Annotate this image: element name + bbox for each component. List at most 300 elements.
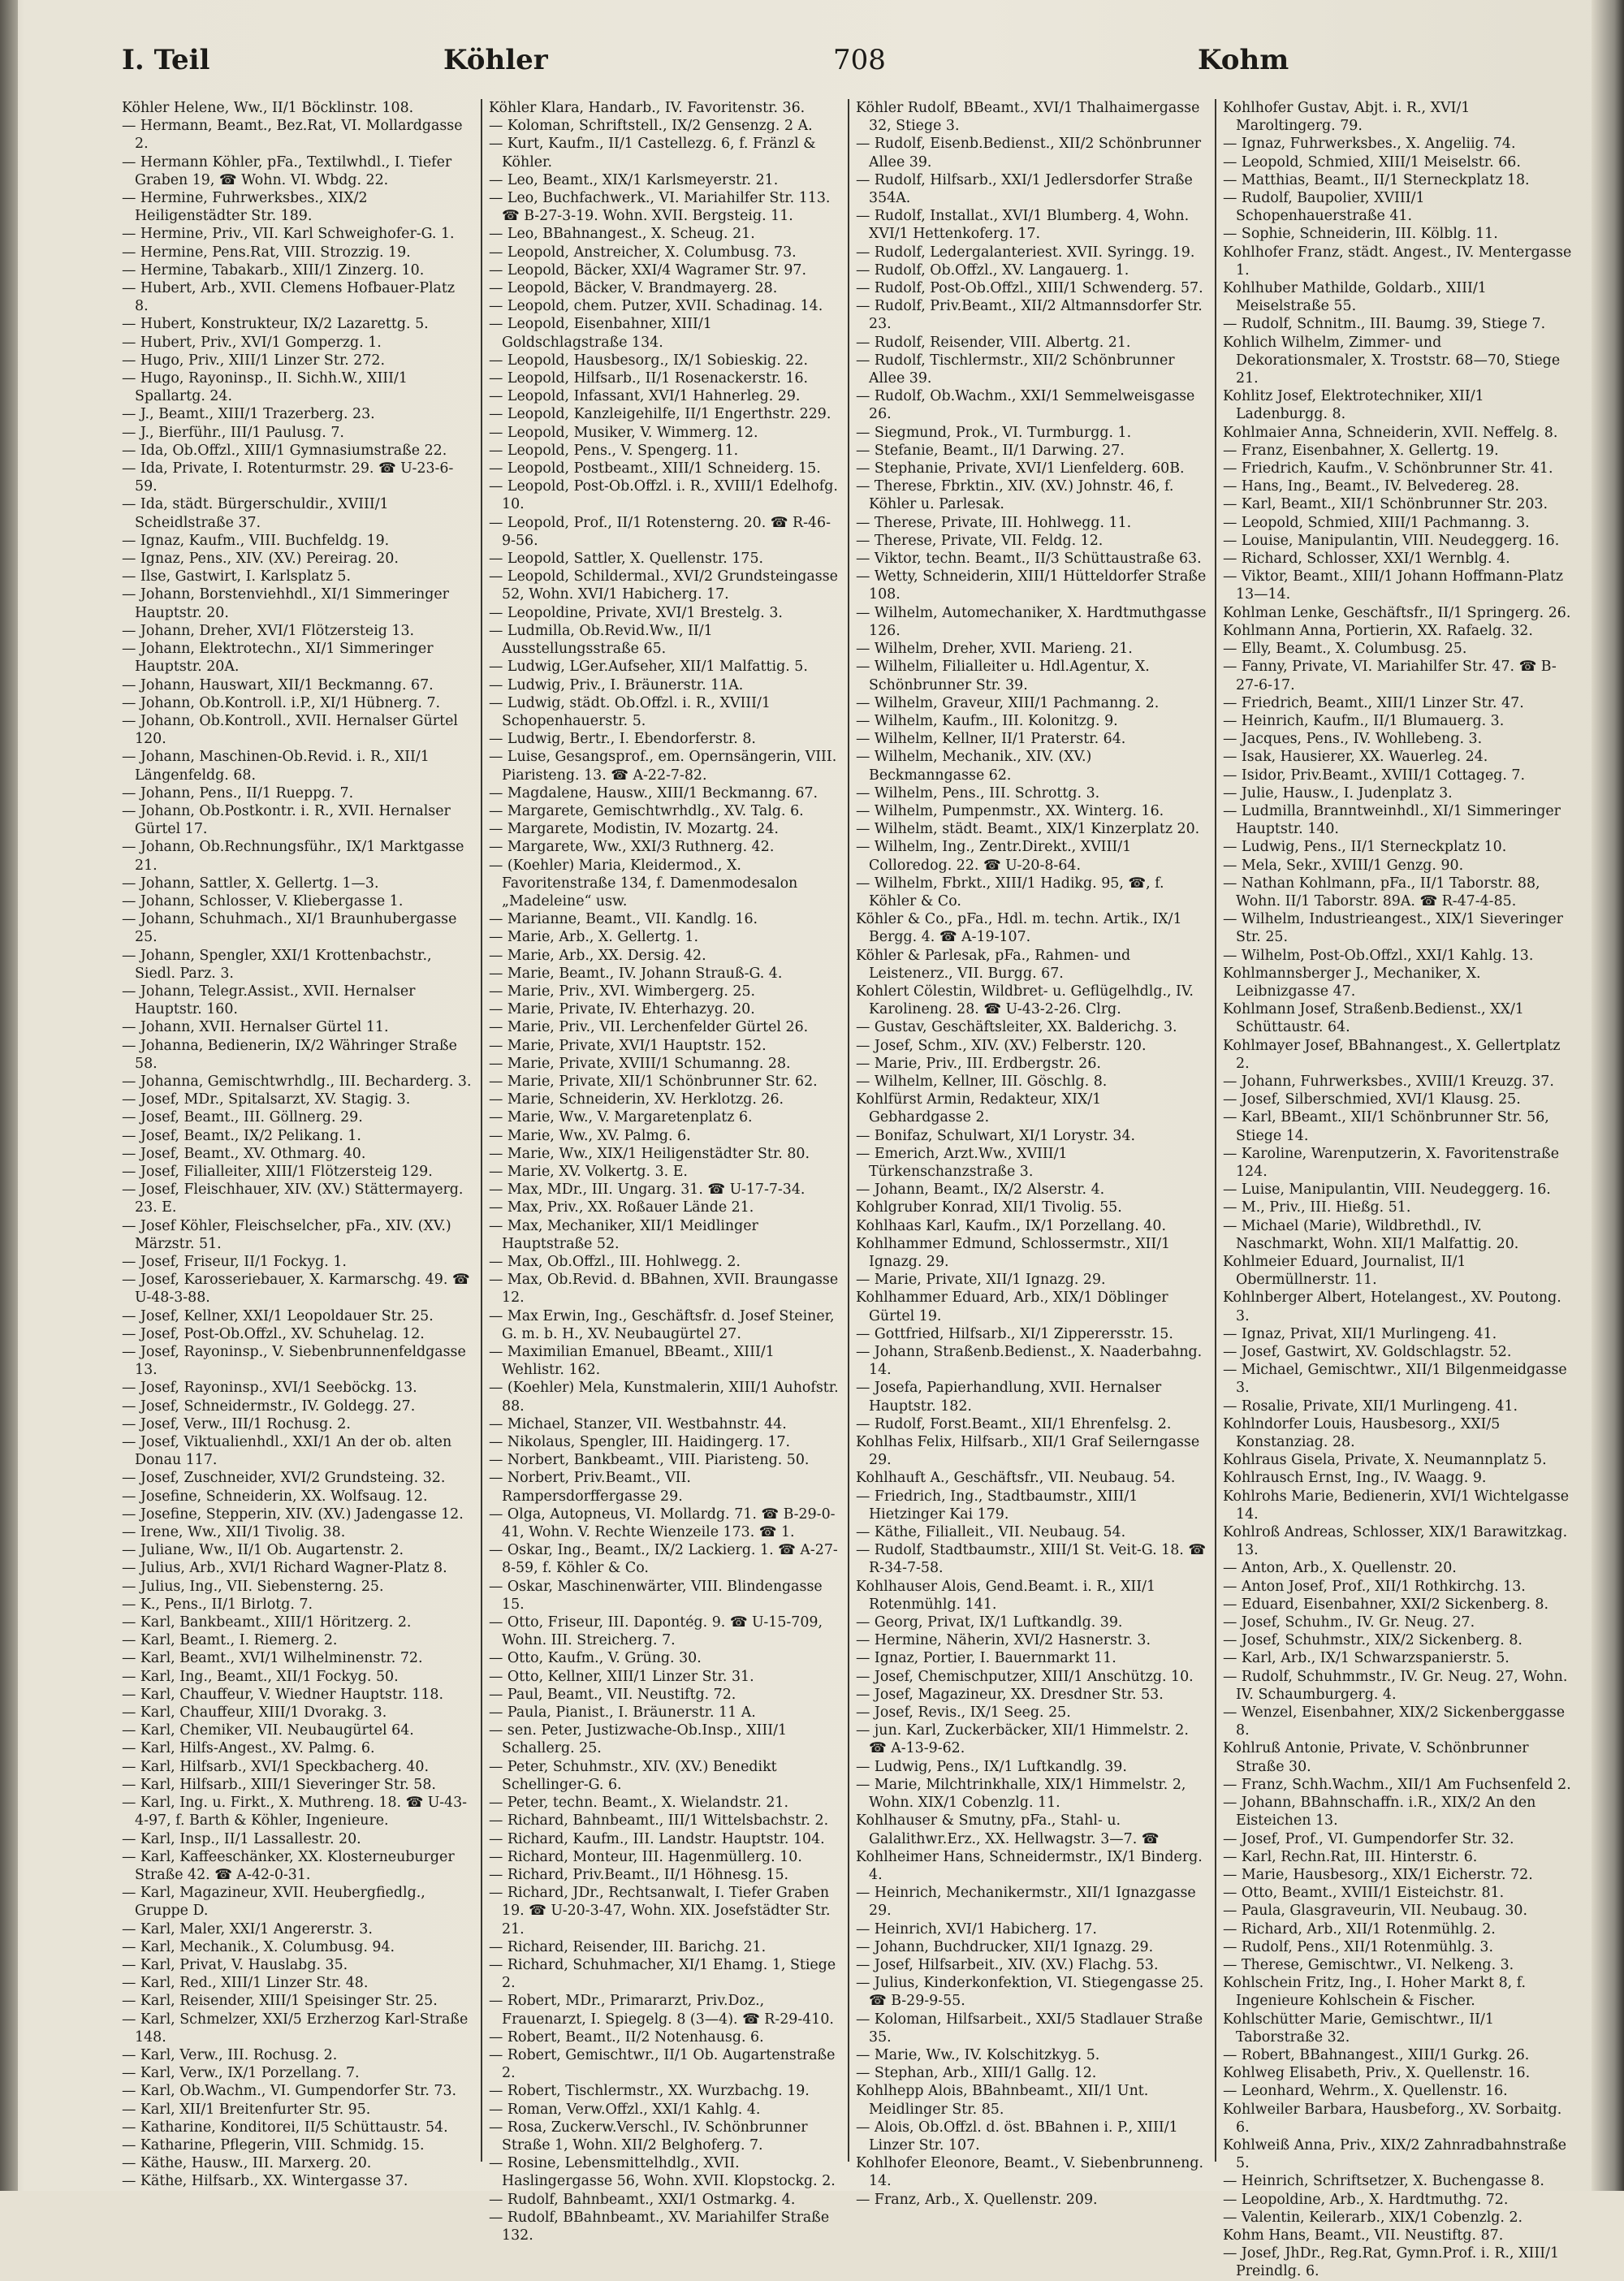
directory-entry: Kohlhauser & Smutny, pFa., Stahl- u. Galalithwr.Erz., XX. Hellwagstr. 3—7. ☎	[856, 1812, 1160, 1847]
directory-entry: — Friedrich, Beamt., XIII/1 Linzer Str. 47.	[1223, 694, 1524, 711]
directory-entry: — Franz, Schh.Wachm., XII/1 Am Fuchsenfeld 2.	[1223, 1776, 1571, 1793]
directory-entry: — Leopold, Schmied, XIII/1 Pachmanng. 3.	[1223, 514, 1530, 531]
directory-entry: Kohlich Wilhelm, Zimmer- und Dekorationsmaler, X. Troststr. 68—70, Stiege 21.	[1223, 334, 1561, 387]
directory-entry: — Josef, Rayoninsp., V. Siebenbrunnenfeldgasse 13.	[122, 1344, 466, 1379]
directory-entry: — Johann, Ob.Kontroll. i.P., XI/1 Hübnerg. 7.	[122, 694, 441, 711]
directory-entry: — (Koehler) Maria, Kleidermod., X. Favoritenstraße 134, f. Damenmodesalon „Madeleine“ usw.	[489, 857, 798, 909]
directory-entry: — Wilhelm, Fbrkt., XIII/1 Hadikg. 95, ☎, f. Köhler & Co.	[856, 875, 1164, 909]
directory-entry: — Wilhelm, Kellner, III. Göschlg. 8.	[856, 1073, 1108, 1090]
directory-entry: — Wetty, Schneiderin, XIII/1 Hütteldorfer Straße 108.	[856, 568, 1207, 603]
directory-entry: Kohlmeier Eduard, Journalist, II/1 Obermüllnerstr. 11.	[1223, 1254, 1466, 1289]
page-right-edge	[1592, 0, 1624, 2191]
directory-entry: — Norbert, Priv.Beamt., VII. Rampersdorffergasse 29.	[489, 1470, 691, 1505]
directory-entry: — Wilhelm, Kaufm., III. Kolonitzg. 9.	[856, 712, 1118, 729]
directory-entry: — Mela, Sekr., XVIII/1 Genzg. 90.	[1223, 857, 1464, 874]
directory-entry: — Karl, Hilfsarb., XVI/1 Speckbacherg. 40.	[122, 1758, 430, 1775]
directory-entry: — Ludmilla, Branntweinhdl., XI/1 Simmeringer Hauptstr. 140.	[1223, 802, 1561, 838]
directory-entry: — Leopold, Sattler, X. Quellenstr. 175.	[489, 551, 764, 568]
directory-entry: — Ignaz, Kaufm., VIII. Buchfeldg. 19.	[122, 532, 390, 549]
column-4	[1223, 99, 1574, 2280]
directory-entry: — Josef, Schneidermstr., IV. Goldegg. 27.	[122, 1398, 416, 1415]
directory-entry: — Margarete, Modistin, IV. Mozartg. 24.	[489, 821, 779, 838]
directory-entry: — Wilhelm, Graveur, XIII/1 Pachmanng. 2.	[856, 694, 1160, 711]
directory-entry: — Josef, Beamt., III. Göllnerg. 29.	[122, 1109, 363, 1126]
directory-entry: — Paula, Glasgraveurin, VII. Neubaug. 30.	[1223, 1903, 1528, 1920]
directory-entry: — Leopold, Kanzleigehilfe, II/1 Engerthstr. 229.	[489, 406, 831, 423]
directory-entry: Kohlhammer Eduard, Arb., XIX/1 Döblinger Gürtel 19.	[856, 1290, 1168, 1324]
directory-entry: — Josef, JhDr., Reg.Rat, Gymn.Prof. i. R., XIII/1 Preindlg. 6.	[1223, 2245, 1560, 2280]
directory-entry: — Paula, Pianist., I. Bräunerstr. 11 A.	[489, 1704, 756, 1722]
directory-entry: Kohlman Lenke, Geschäftsfr., II/1 Springerg. 26.	[1223, 604, 1571, 621]
directory-entry: — Rosine, Lebensmittelhdlg., XVII. Haslingergasse 56, Wohn. XVII. Klopstockg. 2.	[489, 2155, 836, 2190]
directory-entry: — Viktor, Beamt., XIII/1 Johann Hoffmann-Platz 13—14.	[1223, 568, 1563, 603]
directory-entry: — Rudolf, Installat., XVI/1 Blumberg. 4, Wohn. XVI/1 Hettenkoferg. 17.	[856, 208, 1190, 243]
directory-entry: — Paul, Beamt., VII. Neustiftg. 72.	[489, 1686, 736, 1703]
page-number: 708	[833, 44, 886, 76]
directory-entry: — Josef, Silberschmied, XVI/1 Klausg. 25.	[1223, 1091, 1521, 1108]
directory-entry: — Luise, Manipulantin, VIII. Neudeggerg. 16.	[1223, 1182, 1551, 1199]
directory-entry: — Isak, Hausierer, XX. Wauerleg. 24.	[1223, 749, 1488, 766]
directory-entry: Kohlroß Andreas, Schlosser, XIX/1 Barawitzkag. 13.	[1223, 1524, 1568, 1559]
directory-entry: — Johanna, Gemischtwrhdlg., III. Becharderg. 3.	[122, 1073, 472, 1090]
directory-entry: — Leopold, Bäcker, V. Brandmayerg. 28.	[489, 280, 778, 297]
directory-entry: — Johann, Ob.Kontroll., XVII. Hernalser Gürtel 120.	[122, 712, 458, 748]
directory-entry: Kohlhofer Eleonore, Beamt., V. Siebenbrunneng. 14.	[856, 2155, 1204, 2190]
directory-entry: — Karl, Hilfs-Angest., XV. Palmg. 6.	[122, 1740, 375, 1757]
directory-entry: — Johann, Schuhmach., XI/1 Braunhubergasse 25.	[122, 911, 457, 946]
directory-entry: — Julius, Kinderkonfektion, VI. Stiegengasse 25. ☎ B-29-9-55.	[856, 1975, 1204, 2010]
directory-entry: — Rudolf, Tischlermstr., XII/2 Schönbrunner Allee 39.	[856, 352, 1175, 387]
directory-entry: Kohlweiler Barbara, Hausbeforg., XV. Sorbaitg. 6.	[1223, 2101, 1562, 2136]
directory-entry: — Leopold, Pens., V. Spengerg. 11.	[489, 442, 739, 459]
directory-entry: — Richard, Bahnbeamt., III/1 Wittelsbachstr. 2.	[489, 1812, 829, 1830]
directory-entry: — Johann, Hauswart, XII/1 Beckmanng. 67.	[122, 676, 434, 693]
directory-entry: — Johann, Beamt., IX/2 Alserstr. 4.	[856, 1182, 1105, 1199]
directory-entry: — Leopold, Bäcker, XXI/4 Wagramer Str. 97.	[489, 261, 807, 279]
directory-entry: — Peter, techn. Beamt., X. Wielandstr. 21.	[489, 1795, 788, 1812]
section-label: I. Teil	[122, 44, 210, 76]
directory-entry: — Karl, Maler, XXI/1 Angererstr. 3.	[122, 1920, 373, 1938]
directory-entry: Köhler Helene, Ww., II/1 Böcklinstr. 108.	[122, 100, 414, 116]
directory-entry: Köhler Klara, Handarb., IV. Favoritenstr. 36.	[489, 100, 806, 116]
directory-entry: — Marie, Priv., III. Erdbergstr. 26.	[856, 1055, 1101, 1072]
directory-entry: — Max, Ob.Revid. d. BBahnen, XVII. Braungasse 12.	[489, 1272, 839, 1307]
directory-entry: — Josef, Rayoninsp., XVI/1 Seeböckg. 13.	[122, 1380, 417, 1397]
directory-entry: — Richard, JDr., Rechtsanwalt, I. Tiefer Graben 19. ☎ U-20-3-47, Wohn. XIX. Josefstädter Str. 21.	[489, 1885, 831, 1938]
directory-entry: — Rudolf, Post-Ob.Offzl., XIII/1 Schwenderg. 57.	[856, 280, 1203, 297]
directory-entry: — Koloman, Hilfsarbeit., XXI/5 Stadlauer Straße 35.	[856, 2011, 1203, 2046]
directory-entry: — Karl, Verw., III. Rochusg. 2.	[122, 2046, 338, 2063]
directory-entry: — Alois, Ob.Offzl. d. öst. BBahnen i. P., XIII/1 Linzer Str. 107.	[856, 2119, 1178, 2154]
directory-entry: — Richard, Schuhmacher, XI/1 Ehamg. 1, Stiege 2.	[489, 1956, 836, 1992]
directory-entry: — Wilhelm, Ing., Zentr.Direkt., XVIII/1 Colloredog. 22. ☎ U-20-8-64.	[856, 839, 1132, 874]
directory-entry: — Johann, Maschinen-Ob.Revid. i. R., XII/1 Längenfeldg. 68.	[122, 749, 430, 784]
directory-entry: — Ludwig, Bertr., I. Ebendorferstr. 8.	[489, 731, 756, 748]
directory-entry: — Hermann Köhler, pFa., Textilwhdl., I. Tiefer Graben 19, ☎ Wohn. VI. Wbdg. 22.	[122, 153, 452, 188]
directory-entry: — Johann, Buchdrucker, XII/1 Ignazg. 29.	[856, 1938, 1154, 1955]
directory-entry: — Wilhelm, städt. Beamt., XIX/1 Kinzerplatz 20.	[856, 821, 1200, 838]
directory-entry: — Marie, Beamt., IV. Johann Strauß-G. 4.	[489, 965, 783, 982]
directory-entry: Köhler & Parlesak, pFa., Rahmen- und Leistenerz., VII. Burgg. 67.	[856, 947, 1131, 982]
directory-entry: — Johann, Ob.Rechnungsführ., IX/1 Marktgasse 21.	[122, 839, 464, 874]
directory-entry: — Marie, Hausbesorg., XIX/1 Eicherstr. 72.	[1223, 1866, 1533, 1883]
directory-entry: — Leopold, Eisenbahner, XIII/1 Goldschlagstraße 134.	[489, 316, 712, 351]
directory-entry: — Karl, Beamt., XII/1 Schönbrunner Str. 203.	[1223, 496, 1548, 513]
directory-entry: — Rudolf, Ledergalanteriest. XVII. Syringg. 19.	[856, 244, 1195, 261]
directory-entry: — Karl, Chemiker, VII. Neubaugürtel 64.	[122, 1722, 414, 1739]
directory-entry: — Siegmund, Prok., VI. Turmburgg. 1.	[856, 424, 1132, 441]
directory-entry: — Ignaz, Privat, XII/1 Murlingeng. 41.	[1223, 1325, 1497, 1342]
directory-entry: — Karl, XII/1 Breitenfurter Str. 95.	[122, 2101, 371, 2118]
directory-entry: Kohlmaier Anna, Schneiderin, XVII. Neffelg. 8.	[1223, 424, 1558, 441]
directory-entry: — Magdalene, Hausw., XIII/1 Beckmanng. 67.	[489, 784, 818, 801]
directory-entry: — Johann, Elektrotechn., XI/1 Simmeringer Hauptstr. 20A.	[122, 641, 434, 676]
directory-entry: — Otto, Beamt., XVIII/1 Eisteichstr. 81.	[1223, 1885, 1505, 1902]
directory-entry: Kohlhofer Franz, städt. Angest., IV. Mentergasse 1.	[1223, 244, 1572, 279]
directory-entry: — Nathan Kohlmann, pFa., II/1 Taborstr. 88, Wohn. II/1 Taborstr. 89A. ☎ R-47-4-85.	[1223, 875, 1540, 909]
directory-entry: — Franz, Eisenbahner, X. Gellertg. 19.	[1223, 442, 1499, 459]
directory-entry: — Leopold, Infassant, XVI/1 Hahnerleg. 29.	[489, 388, 801, 405]
directory-entry: — Therese, Gemischtwr., VI. Nelkeng. 3.	[1223, 1956, 1514, 1973]
directory-entry: — Hermine, Tabakarb., XIII/1 Zinzerg. 10.	[122, 261, 425, 279]
directory-entry: — Hermine, Pens.Rat, VIII. Strozzig. 19.	[122, 244, 411, 261]
directory-entry: — Karl, Privat, V. Hauslabg. 35.	[122, 1956, 348, 1973]
directory-entry: — Ignaz, Fuhrwerksbes., X. Angeliig. 74.	[1223, 136, 1516, 153]
directory-entry: — Rudolf, Schnitm., III. Baumg. 39, Stiege 7.	[1223, 316, 1546, 333]
directory-entry: — Wenzel, Eisenbahner, XIX/2 Sickenberggasse 8.	[1223, 1704, 1566, 1739]
directory-entry: — Richard, Arb., XII/1 Rotenmühlg. 2.	[1223, 1920, 1496, 1938]
directory-entry: — Karl, Kaffeeschänker, XX. Klosterneuburger Straße 42. ☎ A-42-0-31.	[122, 1848, 455, 1883]
directory-entry: — Josef, Kellner, XXI/1 Leopoldauer Str. 25.	[122, 1307, 434, 1324]
directory-entry: — Anton, Arb., X. Quellenstr. 20.	[1223, 1560, 1457, 1577]
directory-entry: — Wilhelm, Pens., III. Schrottg. 3.	[856, 784, 1100, 801]
directory-entry: — Ludwig, Pens., II/1 Sterneckplatz 10.	[1223, 839, 1507, 856]
directory-entry: — Peter, Schuhmstr., XIV. (XV.) Benedikt Schellinger-G. 6.	[489, 1758, 777, 1793]
directory-entry: — Marie, Milchtrinkhalle, XIX/1 Himmelstr. 2, Wohn. XIX/1 Cobenzlg. 11.	[856, 1776, 1186, 1812]
directory-entry: — Marie, XV. Volkertg. 3. E.	[489, 1163, 688, 1180]
directory-entry: — Karl, Ob.Wachm., VI. Gumpendorfer Str. 73.	[122, 2083, 457, 2100]
directory-entry: — Ida, Private, I. Rotenturmstr. 29. ☎ U-23-6-59.	[122, 460, 454, 495]
directory-entry: — Oskar, Maschinenwärter, VIII. Blindengasse 15.	[489, 1578, 823, 1613]
directory-entry: — Karl, Red., XIII/1 Linzer Str. 48.	[122, 1975, 369, 1992]
directory-entry: — Michael, Stanzer, VII. Westbahnstr. 44.	[489, 1415, 787, 1432]
directory-entry: — Robert, Beamt., II/2 Notenhausg. 6.	[489, 2028, 764, 2046]
directory-entry: Kohlndorfer Louis, Hausbesorg., XXI/5 Konstanziag. 28.	[1223, 1415, 1501, 1451]
directory-entry: — Therese, Private, III. Hohlwegg. 11.	[856, 514, 1132, 531]
directory-entry: Kohlmann Josef, Straßenb.Bedienst., XX/1 Schüttaustr. 64.	[1223, 1001, 1524, 1036]
directory-entry: Kohlfürst Armin, Redakteur, XIX/1 Gebhardgasse 2.	[856, 1091, 1102, 1126]
directory-entry: — Johann, XVII. Hernalser Gürtel 11.	[122, 1019, 389, 1036]
directory-entry: — Rosa, Zuckerw.Verschl., IV. Schönbrunner Straße 1, Wohn. XII/2 Belghoferg. 7.	[489, 2119, 808, 2154]
directory-entry: — Leopold, Schildermal., XVI/2 Grundsteingasse 52, Wohn. XVI/1 Habicherg. 17.	[489, 568, 838, 603]
directory-entry: Kohlrohs Marie, Bedienerin, XVI/1 Wichtelgasse 14.	[1223, 1488, 1570, 1523]
directory-entry: — Rudolf, Forst.Beamt., XII/1 Ehrenfelsg. 2.	[856, 1415, 1172, 1432]
directory-entry: — Rudolf, Ob.Offzl., XV. Langauerg. 1.	[856, 261, 1129, 279]
directory-entry: Kohlheimer Hans, Schneidermstr., IX/1 Binderg. 4.	[856, 1848, 1203, 1883]
directory-entry: — Johann, Ob.Postkontr. i. R., XVII. Hernalser Gürtel 17.	[122, 802, 451, 838]
directory-entry: — Karl, BBeamt., XII/1 Schönbrunner Str. 56, Stiege 14.	[1223, 1109, 1549, 1144]
directory-entry: — Juliane, Ww., II/1 Ob. Augartenstr. 2.	[122, 1542, 404, 1559]
directory-entry: — Hubert, Konstrukteur, IX/2 Lazarettg. 5.	[122, 316, 429, 333]
directory-entry: — Norbert, Bankbeamt., VIII. Piaristeng. 50.	[489, 1452, 810, 1469]
directory-entry: — Heinrich, Kaufm., II/1 Blumauerg. 3.	[1223, 712, 1505, 729]
directory-entry: — J., Beamt., XIII/1 Trazerberg. 23.	[122, 406, 375, 423]
directory-entry: — Robert, Tischlermstr., XX. Wurzbachg. 19.	[489, 2083, 810, 2100]
directory-entry: — Marie, Ww., XIX/1 Heiligenstädter Str. 80.	[489, 1145, 810, 1162]
page-header	[122, 44, 1567, 84]
directory-entry: — Hugo, Rayoninsp., II. Sichh.W., XIII/1 Spallartg. 24.	[122, 370, 408, 405]
directory-entry: — Heinrich, Schriftsetzer, X. Buchengasse 8.	[1223, 2173, 1544, 2190]
directory-entry: — Katharine, Konditorei, II/5 Schüttaustr. 54.	[122, 2119, 448, 2136]
directory-entry: — Katharine, Pflegerin, VIII. Schmidg. 15.	[122, 2136, 425, 2154]
directory-entry: — Julius, Ing., VII. Siebensterng. 25.	[122, 1578, 384, 1595]
column-3	[856, 99, 1207, 2208]
directory-entry: — Josef, Fleischhauer, XIV. (XV.) Stättermayerg. 23. E.	[122, 1182, 464, 1216]
directory-entry: — Josef, Beamt., XV. Othmarg. 40.	[122, 1145, 366, 1162]
directory-entry: Kohlgruber Konrad, XII/1 Tivolig. 55.	[856, 1199, 1122, 1216]
directory-entry: — Karl, Reisender, XIII/1 Speisinger Str. 25.	[122, 1993, 438, 2010]
directory-entry: — Leopold, Prof., II/1 Rotensterng. 20. ☎ R-46-9-56.	[489, 514, 831, 549]
directory-entry: — Johann, Sattler, X. Gellertg. 1—3.	[122, 875, 379, 892]
directory-entry: — Rudolf, Ob.Wachm., XXI/1 Semmelweisgasse 26.	[856, 388, 1195, 423]
directory-entry: — Wilhelm, Industrieangest., XIX/1 Sieveringer Str. 25.	[1223, 911, 1563, 946]
directory-entry: — Marie, Private, XVI/1 Hauptstr. 152.	[489, 1037, 767, 1054]
directory-entry: — Anton Josef, Prof., XII/1 Rothkirchg. 13.	[1223, 1578, 1526, 1595]
directory-entry: — Josef, Karosseriebauer, X. Karmarschg. 49. ☎ U-48-3-88.	[122, 1272, 470, 1307]
directory-entry: — Karl, Mechanik., X. Columbusg. 94.	[122, 1938, 395, 1955]
directory-entry: — Josefine, Stepperin, XIV. (XV.) Jadengasse 12.	[122, 1506, 464, 1523]
directory-entry: Kohlhammer Edmund, Schlossermstr., XII/1 Ignazg. 29.	[856, 1235, 1171, 1270]
directory-entry: — Josef, Friseur, II/1 Fockyg. 1.	[122, 1254, 347, 1270]
directory-entry: — Friedrich, Kaufm., V. Schönbrunner Str. 41.	[1223, 460, 1553, 477]
directory-entry: — Josef, Beamt., IX/2 Pelikang. 1.	[122, 1127, 361, 1144]
directory-entry: — Max, Ob.Offzl., III. Hohlwegg. 2.	[489, 1254, 741, 1270]
directory-entry: — Heinrich, Mechanikermstr., XII/1 Ignazgasse 29.	[856, 1885, 1196, 1920]
running-head-right: Kohm	[1198, 44, 1289, 76]
directory-entry: — Wilhelm, Pumpenmstr., XX. Winterg. 16.	[856, 802, 1164, 819]
directory-entry: — Jacques, Pens., IV. Wohllebeng. 3.	[1223, 731, 1483, 748]
directory-entry: — Julius, Arb., XVI/1 Richard Wagner-Platz 8.	[122, 1560, 447, 1577]
directory-entry: — Josef, Chemischputzer, XIII/1 Anschützg. 10.	[856, 1668, 1194, 1685]
directory-entry: — Stefanie, Beamt., II/1 Darwing. 27.	[856, 442, 1125, 459]
directory-entry: — Stephan, Arb., XIII/1 Gallg. 12.	[856, 2065, 1097, 2082]
directory-entry: — Rudolf, Stadtbaumstr., XIII/1 St. Veit-G. 18. ☎ R-34-7-58.	[856, 1542, 1206, 1577]
directory-entry: — Rudolf, Pens., XII/1 Rotenmühlg. 3.	[1223, 1938, 1494, 1955]
directory-entry: — Heinrich, XVI/1 Habicherg. 17.	[856, 1920, 1097, 1938]
directory-entry: — Leopold, Schmied, XIII/1 Meiselstr. 66.	[1223, 153, 1521, 171]
directory-entry: — Ludwig, städt. Ob.Offzl. i. R., XVIII/1 Schopenhauerstr. 5.	[489, 694, 771, 729]
directory-entry: — Oskar, Ing., Beamt., IX/2 Lackierg. 1. ☎ A-27-8-59, f. Köhler & Co.	[489, 1542, 838, 1577]
directory-entry: Kohlnberger Albert, Hotelangest., XV. Poutong. 3.	[1223, 1290, 1561, 1324]
directory-entry: — Josef, MDr., Spitalsarzt, XV. Stagig. 3.	[122, 1091, 411, 1108]
directory-entry: — Leopold, Anstreicher, X. Columbusg. 73.	[489, 244, 797, 261]
directory-entry: — Valentin, Keilerarb., XIX/1 Cobenzlg. 2.	[1223, 2209, 1523, 2226]
page-left-edge	[0, 0, 18, 2191]
directory-entry: — Margarete, Gemischtwrhdlg., XV. Talg. 6.	[489, 802, 804, 819]
directory-entry: Kohlert Cölestin, Wildbret- u. Geflügelhdlg., IV. Karolineng. 28. ☎ U-43-2-26. Clrg.	[856, 983, 1194, 1018]
directory-entry: — Ignaz, Pens., XIV. (XV.) Pereirag. 20.	[122, 551, 399, 568]
directory-entry: — Johann, Pens., II/1 Rueppg. 7.	[122, 784, 354, 801]
directory-entry: — Wilhelm, Post-Ob.Offzl., XXI/1 Kahlg. 13.	[1223, 947, 1534, 964]
directory-entry: — Marianne, Beamt., VII. Kandlg. 16.	[489, 911, 758, 928]
directory-entry: — Rudolf, Reisender, VIII. Albertg. 21.	[856, 334, 1131, 351]
directory-entry: — Leo, Buchfachwerk., VI. Mariahilfer Str. 113. ☎ B-27-3-19. Wohn. XVII. Bergsteig. 11.	[489, 190, 831, 225]
directory-entry: — Josef, Post-Ob.Offzl., XV. Schuhelag. 12.	[122, 1325, 425, 1342]
directory-entry: — Otto, Kellner, XIII/1 Linzer Str. 31.	[489, 1668, 754, 1685]
directory-entry: — Therese, Private, VII. Feldg. 12.	[856, 532, 1104, 549]
directory-entry: Kohlhofer Gustav, Abjt. i. R., XVI/1 Maroltingerg. 79.	[1223, 100, 1471, 135]
directory-entry: — Josefa, Papierhandlung, XVII. Hernalser Hauptstr. 182.	[856, 1380, 1162, 1415]
directory-entry: — Robert, BBahnangest., XIII/1 Gurkg. 26.	[1223, 2046, 1530, 2063]
directory-entry: — J., Bierführ., III/1 Paulusg. 7.	[122, 424, 344, 441]
directory-entry: — Wilhelm, Automechaniker, X. Hardtmuthgasse 126.	[856, 604, 1207, 639]
directory-entry: — Marie, Private, IV. Ehterhazyg. 20.	[489, 1001, 755, 1018]
directory-entry: — Karl, Schmelzer, XXI/5 Erzherzog Karl-Straße 148.	[122, 2011, 469, 2046]
directory-entry: Köhler & Co., pFa., Hdl. m. techn. Artik., IX/1 Bergg. 4. ☎ A-19-107.	[856, 911, 1182, 946]
directory-entry: Kohlhaas Karl, Kaufm., IX/1 Porzellang. 40.	[856, 1217, 1166, 1234]
directory-entry: — Max, Priv., XX. Roßauer Lände 21.	[489, 1199, 754, 1216]
directory-entry: — Josef, Filialleiter, XIII/1 Flötzersteig 129.	[122, 1163, 433, 1180]
directory-entry: — Johann, Borstenviehhdl., XI/1 Simmeringer Hauptstr. 20.	[122, 586, 449, 621]
directory-entry: — Richard, Schlosser, XXI/1 Wernblg. 4.	[1223, 551, 1510, 568]
directory-entry: — Rudolf, Eisenb.Bedienst., XII/2 Schönbrunner Allee 39.	[856, 136, 1202, 171]
directory-entry: — Leopold, chem. Putzer, XVII. Schadinag. 14.	[489, 298, 823, 315]
directory-entry: Köhler Rudolf, BBeamt., XVI/1 Thalhaimergasse 32, Stiege 3.	[856, 100, 1200, 135]
directory-entry: — Richard, Kaufm., III. Landstr. Hauptstr. 104.	[489, 1830, 825, 1847]
directory-entry: — Karl, Chauffeur, V. Wiedner Hauptstr. 118.	[122, 1686, 443, 1703]
directory-entry: — Leo, Beamt., XIX/1 Karlsmeyerstr. 21.	[489, 171, 779, 188]
directory-entry: — Josef, Schuhm., IV. Gr. Neug. 27.	[1223, 1614, 1475, 1631]
directory-entry: — Rudolf, Bahnbeamt., XXI/1 Ostmarkg. 4.	[489, 2191, 796, 2208]
directory-entry: — Rudolf, Baupolier, XVIII/1 Schopenhauerstraße 41.	[1223, 190, 1425, 225]
directory-entry: Kohlweiß Anna, Priv., XIX/2 Zahnradbahnstraße 5.	[1223, 2136, 1567, 2172]
directory-entry: — Matthias, Beamt., II/1 Sterneckplatz 18.	[1223, 171, 1530, 188]
directory-entry: — Ida, städt. Bürgerschuldir., XVIII/1 Scheidlstraße 37.	[122, 496, 389, 531]
directory-entry: — Marie, Private, XII/1 Schönbrunner Str. 62.	[489, 1073, 818, 1090]
directory-entry: — Julie, Hausw., I. Judenplatz 3.	[1223, 784, 1453, 801]
directory-entry: — Rudolf, BBahnbeamt., XV. Mariahilfer Straße 132.	[489, 2209, 830, 2244]
directory-entry: Kohlruß Antonie, Private, V. Schönbrunner Straße 30.	[1223, 1740, 1529, 1775]
directory-entry: — Richard, Monteur, III. Hagenmüllerg. 10.	[489, 1848, 802, 1865]
directory-entry: — Johann, Spengler, XXI/1 Krottenbachstr., Siedl. Parz. 3.	[122, 947, 432, 982]
column-2	[489, 99, 840, 2244]
directory-entry: Kohlmannsberger J., Mechaniker, X. Leibnizgasse 47.	[1223, 965, 1481, 1000]
directory-entry: — Leopold, Hausbesorg., IX/1 Sobieskig. 22.	[489, 352, 809, 369]
directory-entry: — Johanna, Bedienerin, IX/2 Währinger Straße 58.	[122, 1037, 457, 1072]
directory-entry: — Leonhard, Wehrm., X. Quellenstr. 16.	[1223, 2083, 1508, 2100]
directory-entry: — Josef Köhler, Fleischselcher, pFa., XIV. (XV.) Märzstr. 51.	[122, 1217, 451, 1252]
directory-entry: — Gustav, Geschäftsleiter, XX. Balderichg. 3.	[856, 1019, 1177, 1036]
directory-entry: — Robert, MDr., Primararzt, Priv.Doz., Frauenarzt, I. Spiegelg. 8 (3—4). ☎ R-29-410.	[489, 1993, 834, 2028]
directory-entry: — Max, Mechaniker, XII/1 Meidlinger Hauptstraße 52.	[489, 1217, 758, 1252]
directory-entry: — Leopold, Post-Ob.Offzl. i. R., XVIII/1 Edelhofg. 10.	[489, 478, 838, 513]
directory-entry: — K., Pens., II/1 Birlotg. 7.	[122, 1596, 313, 1613]
directory-entry: — Rudolf, Hilfsarb., XXI/1 Jedlersdorfer Straße 354A.	[856, 171, 1193, 207]
directory-entry: — Stephanie, Private, XVI/1 Lienfelderg. 60B.	[856, 460, 1185, 477]
directory-entry: — Käthe, Filialleit., VII. Neubaug. 54.	[856, 1524, 1126, 1541]
directory-entry: Kohlschein Fritz, Ing., I. Hoher Markt 8, f. Ingenieure Kohlschein & Fischer.	[1223, 1975, 1527, 2010]
directory-entry: — Rudolf, Schuhmmstr., IV. Gr. Neug. 27, Wohn. IV. Schaumburgerg. 4.	[1223, 1668, 1568, 1703]
directory-entry: — Richard, Reisender, III. Barichg. 21.	[489, 1938, 767, 1955]
directory-entry: — Wilhelm, Kellner, II/1 Praterstr. 64.	[856, 731, 1126, 748]
directory-entry: — Karl, Chauffeur, XIII/1 Dvorakg. 3.	[122, 1704, 387, 1722]
directory-entry: — Marie, Ww., IV. Kolschitzkyg. 5.	[856, 2046, 1100, 2063]
directory-entry: — Isidor, Priv.Beamt., XVIII/1 Cottageg. 7.	[1223, 767, 1526, 784]
directory-entry: — Louise, Manipulantin, VIII. Neudeggerg. 16.	[1223, 532, 1560, 549]
directory-entry: — Johann, Straßenb.Bedienst., X. Naaderbahng. 14.	[856, 1344, 1203, 1379]
directory-entry: — Karoline, Warenputzerin, X. Favoritenstraße 124.	[1223, 1145, 1560, 1180]
directory-entry: — Rudolf, Priv.Beamt., XII/2 Altmannsdorfer Str. 23.	[856, 298, 1203, 333]
directory-entry: — Fanny, Private, VI. Mariahilfer Str. 47. ☎ B-27-6-17.	[1223, 659, 1557, 693]
directory-entry: — Margarete, Ww., XXI/3 Ruthnerg. 42.	[489, 839, 775, 856]
directory-entry: — Bonifaz, Schulwart, XI/1 Lorystr. 34.	[856, 1127, 1136, 1144]
directory-entry: — Viktor, techn. Beamt., II/3 Schüttaustraße 63.	[856, 551, 1202, 568]
directory-entry: — Roman, Verw.Offzl., XXI/1 Kahlg. 4.	[489, 2101, 761, 2118]
directory-entry: Kohlmayer Josef, BBahnangest., X. Gellertplatz 2.	[1223, 1037, 1561, 1072]
directory-entry: — Karl, Verw., IX/1 Porzellang. 7.	[122, 2065, 360, 2082]
directory-entry: — Emerich, Arzt.Ww., XVIII/1 Türkenschanzstraße 3.	[856, 1145, 1068, 1180]
directory-entry: — Josef, Hilfsarbeit., XIV. (XV.) Flachg. 53.	[856, 1956, 1159, 1973]
directory-entry: — Karl, Hilfsarb., XIII/1 Sieveringer Str. 58.	[122, 1776, 436, 1793]
directory-entry: — Karl, Beamt., XVI/1 Wilhelminenstr. 72.	[122, 1650, 423, 1667]
directory-entry: Kohlhas Felix, Hilfsarb., XII/1 Graf Seilerngasse 29.	[856, 1434, 1200, 1469]
directory-entry: — Ignaz, Portier, I. Bauernmarkt 11.	[856, 1650, 1116, 1667]
directory-entry: — Friedrich, Ing., Stadtbaumstr., XIII/1 Hietzinger Kai 179.	[856, 1488, 1138, 1523]
directory-entry: — Hermine, Priv., VII. Karl Schweighofer-G. 1.	[122, 226, 455, 243]
directory-entry: — Karl, Beamt., I. Riemerg. 2.	[122, 1632, 338, 1649]
directory-entry: — Johann, Dreher, XVI/1 Flötzersteig 13.	[122, 622, 415, 639]
directory-entry: — Karl, Rechn.Rat, III. Hinterstr. 6.	[1223, 1848, 1478, 1865]
directory-entry: — Leopoldine, Private, XVI/1 Brestelg. 3.	[489, 604, 783, 621]
directory-columns	[122, 99, 1592, 2280]
directory-entry: — Hermann, Beamt., Bez.Rat, VI. Mollardgasse 2.	[122, 118, 463, 153]
directory-entry: — Johann, Schlosser, V. Kliebergasse 1.	[122, 892, 404, 909]
directory-entry: — (Koehler) Mela, Kunstmalerin, XIII/1 Auhofstr. 88.	[489, 1380, 839, 1415]
directory-entry: — Georg, Privat, IX/1 Luftkandlg. 39.	[856, 1614, 1123, 1631]
directory-entry: — Leo, BBahnangest., X. Scheug. 21.	[489, 226, 755, 243]
running-head-left: Köhler	[443, 44, 548, 76]
directory-entry: — Leopold, Musiker, V. Wimmerg. 12.	[489, 424, 758, 441]
directory-entry: — Wilhelm, Dreher, XVII. Marieng. 21.	[856, 641, 1133, 658]
directory-entry: — Karl, Insp., II/1 Lassallestr. 20.	[122, 1830, 361, 1847]
directory-entry: — Eduard, Eisenbahner, XXI/2 Sickenberg. 8.	[1223, 1596, 1548, 1613]
directory-entry: Kohlhuber Mathilde, Goldarb., XIII/1 Meiselstraße 55.	[1223, 280, 1487, 315]
directory-entry: Kohlschütter Marie, Gemischtwr., II/1 Taborstraße 32.	[1223, 2011, 1494, 2046]
directory-entry: — Josef, Verw., III/1 Rochusg. 2.	[122, 1415, 351, 1432]
directory-entry: Kohlrausch Ernst, Ing., IV. Waagg. 9.	[1223, 1470, 1487, 1487]
directory-entry: — Josef, Schuhmstr., XIX/2 Sickenberg. 8.	[1223, 1632, 1522, 1649]
directory-entry: — Olga, Autopneus, VI. Mollardg. 71. ☎ B-29-0-41, Wohn. V. Rechte Wienzeile 173. ☎ 1.	[489, 1506, 836, 1541]
directory-entry: — Marie, Priv., VII. Lerchenfelder Gürtel 26.	[489, 1019, 809, 1036]
directory-entry: — Karl, Arb., IX/1 Schwarzspanierstr. 5.	[1223, 1650, 1510, 1667]
directory-entry: — Wilhelm, Mechanik., XIV. (XV.) Beckmanngasse 62.	[856, 749, 1092, 784]
directory-entry: — Ludwig, Priv., I. Bräunerstr. 11A.	[489, 676, 744, 693]
directory-entry: — Franz, Arb., X. Quellenstr. 209.	[856, 2191, 1098, 2208]
directory-entry: — Maximilian Emanuel, BBeamt., XIII/1 Wehlistr. 162.	[489, 1344, 775, 1379]
directory-entry: — Ludwig, Pens., IX/1 Luftkandlg. 39.	[856, 1758, 1127, 1775]
directory-entry: — Hermine, Fuhrwerksbes., XIX/2 Heiligenstädter Str. 189.	[122, 190, 368, 225]
directory-entry: — Johann, BBahnschaffn. i.R., XIX/2 An den Eisteichen 13.	[1223, 1795, 1536, 1830]
directory-entry: — Sophie, Schneiderin, III. Kölblg. 11.	[1223, 226, 1498, 243]
directory-entry: — Rosalie, Private, XII/1 Murlingeng. 41.	[1223, 1398, 1518, 1415]
directory-entry: Kohlhauser Alois, Gend.Beamt. i. R., XII/1 Rotenmühlg. 141.	[856, 1578, 1156, 1613]
directory-entry: — Marie, Arb., X. Gellertg. 1.	[489, 929, 699, 946]
directory-entry: — Marie, Ww., XV. Palmg. 6.	[489, 1127, 691, 1144]
directory-entry: — Otto, Friseur, III. Dapontég. 9. ☎ U-15-709, Wohn. III. Streicherg. 7.	[489, 1614, 823, 1649]
directory-entry: — Hans, Ing., Beamt., IV. Belvedereg. 28.	[1223, 478, 1519, 495]
column-divider	[481, 99, 482, 2162]
directory-entry: — Marie, Schneiderin, XV. Herklotzg. 26.	[489, 1091, 784, 1108]
